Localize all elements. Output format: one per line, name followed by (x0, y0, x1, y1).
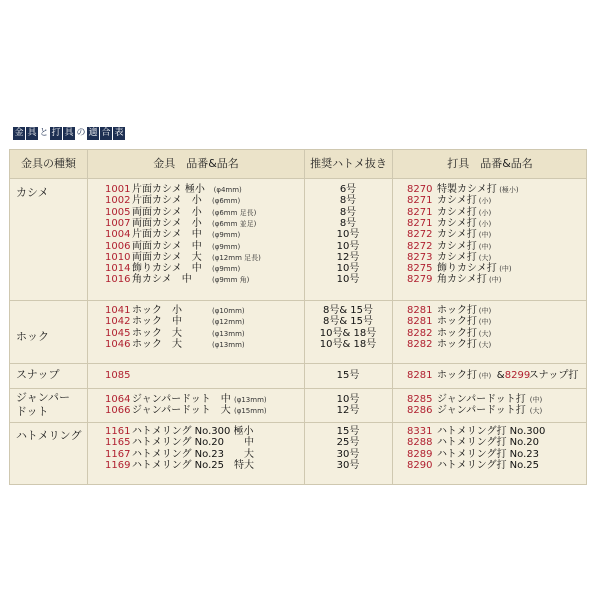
fitting-note: (φ13mm) (212, 340, 245, 349)
fitting-code: 1161 (105, 426, 131, 437)
punch-size: 6号 (339, 184, 357, 195)
tool-name: カシメ打 (437, 251, 477, 263)
fitting-name: ホック 中 (132, 316, 182, 328)
punch-size: 10号 (336, 263, 360, 275)
fitting-code: 1006 (105, 240, 131, 252)
fitting-name: 両面カシメ 小 (132, 217, 202, 229)
table-row (10, 252, 586, 263)
tool-code: 8281 (407, 370, 433, 381)
fitting-code: 1066 (105, 405, 131, 417)
fitting-name: 飾りカシメ 中 (132, 263, 202, 275)
table-row (10, 449, 586, 460)
group-label-line: スナップ (16, 368, 60, 381)
tool-code: 8286 (407, 405, 433, 417)
fitting-name: ホック 小 (132, 305, 182, 316)
tool-name: ホック打 (437, 338, 477, 350)
table-header (10, 150, 586, 178)
punch-size: 30号 (336, 459, 360, 471)
table-row (10, 405, 586, 416)
fitting-note: (φ6mm) (212, 197, 241, 206)
fitting-name: ジャンパードット 大 (132, 405, 231, 417)
tool-code: 8272 (407, 240, 433, 252)
fitting-code: 1007 (105, 217, 131, 229)
fitting-code: 1001 (105, 184, 131, 195)
tool-name: ハトメリング打 No.23 (437, 448, 540, 460)
fitting-note: (φ9mm) (212, 242, 241, 251)
tool-note: (大) (478, 329, 492, 338)
punch-size: 8号 (339, 206, 357, 218)
fitting-code: 1002 (105, 195, 131, 207)
table-row (10, 207, 586, 218)
tool-note: (中) (529, 396, 543, 404)
group-label-line: ジャンパー (16, 391, 71, 404)
header-fitting: 金具 品番&品名 (153, 157, 239, 170)
title-char: 適 (88, 128, 98, 138)
fitting-code: 1005 (105, 206, 131, 218)
tool-code: 8290 (407, 459, 433, 471)
tool-name: 飾りカシメ打 (437, 263, 497, 275)
group-label-line: ドット (16, 405, 49, 418)
fitting-name: ハトメリング No.25 特大 (132, 459, 255, 471)
tool-name: ホック打 (437, 305, 477, 316)
tool-note: (大) (478, 253, 492, 262)
table-row (10, 328, 586, 339)
tool-note: (小) (478, 208, 492, 217)
fitting-note: (φ4mm) (213, 186, 242, 194)
tool-name: ハトメリング打 No.300 (437, 426, 546, 437)
punch-size: 8号& 15号 (322, 316, 374, 328)
tool-name: カシメ打 (437, 217, 477, 229)
table-row (10, 426, 586, 437)
tool-name: ホック打 (437, 327, 477, 339)
punch-size: 10号 (336, 274, 360, 286)
fitting-code: 1085 (105, 370, 131, 381)
punch-size: 8号 (339, 195, 357, 207)
fitting-code: 1064 (105, 394, 131, 405)
punch-size: 10号& 18号 (319, 338, 377, 350)
title-char: 打 (51, 128, 61, 138)
tool-name: ホック打 (437, 370, 477, 381)
title-char: の (76, 128, 86, 138)
punch-size: 30号 (336, 448, 360, 460)
fitting-code: 1004 (105, 229, 131, 241)
header-type: 金具の種類 (21, 157, 76, 170)
fitting-code: 1010 (105, 251, 131, 263)
fitting-note: (φ9mm 角) (212, 276, 250, 285)
tool-note: (中) (478, 231, 492, 240)
tool-code: 8281 (407, 305, 433, 316)
tool-code: 8331 (407, 426, 433, 437)
tool-name: カシメ打 (437, 240, 477, 252)
fitting-note: (φ12mm) (212, 318, 245, 327)
title-char: 合 (101, 128, 111, 138)
table-row (10, 274, 586, 285)
table-row (10, 263, 586, 274)
punch-size: 25号 (336, 437, 360, 449)
table-title (13, 127, 125, 140)
tool-code: 8289 (407, 448, 433, 460)
table-row (10, 316, 586, 327)
punch-size: 8号 (339, 217, 357, 229)
fitting-name: ハトメリング No.23 大 (132, 448, 255, 460)
fitting-code: 1165 (105, 437, 131, 449)
fitting-code: 1169 (105, 459, 131, 471)
compatibility-table (9, 149, 587, 485)
fitting-note: (φ13mm) (212, 329, 245, 338)
fitting-note: (φ6mm 並足) (212, 219, 257, 228)
punch-size: 10号 (336, 229, 360, 241)
tool-note: (大) (478, 340, 492, 349)
fitting-code: 1042 (105, 316, 131, 328)
tool-code: 8282 (407, 338, 433, 350)
tool-code: 8271 (407, 217, 433, 229)
title-char: 表 (114, 128, 124, 138)
joiner-symbol: & (496, 370, 505, 381)
fitting-note: (φ13mm) (234, 396, 267, 404)
table-row (10, 460, 586, 471)
table-row (10, 394, 586, 405)
fitting-name: ジャンパードット 中 (132, 394, 231, 405)
fitting-note: (φ9mm) (212, 265, 241, 274)
fitting-name: ハトメリング No.300 極小 (132, 426, 254, 437)
group-label-line: ハトメリング (16, 429, 82, 442)
table-row (10, 370, 586, 381)
tool-name: ジャンパードット打 (437, 405, 526, 417)
tool-name: ハトメリング打 No.25 (437, 459, 540, 471)
punch-size: 12号 (336, 251, 360, 263)
fitting-code: 1041 (105, 305, 131, 316)
tool-note: (中) (499, 265, 512, 274)
tool-note: (中) (478, 372, 492, 380)
header-punch-size: 推奨ハトメ抜き (310, 157, 387, 170)
table-row (10, 339, 586, 350)
group-label-line: カシメ (16, 186, 49, 199)
tool-code-extra: 8299 (504, 370, 531, 381)
table-row (10, 241, 586, 252)
tool-name: ジャンパードット打 (437, 394, 526, 405)
title-char: 具 (64, 128, 74, 138)
punch-size: 12号 (336, 405, 360, 417)
tool-name: 角カシメ打 (437, 274, 487, 286)
tool-code: 8271 (407, 206, 433, 218)
title-char: 金 (14, 128, 24, 138)
tool-code: 8271 (407, 195, 433, 207)
divider (10, 388, 586, 389)
tool-note: (小) (478, 197, 492, 206)
tool-name-extra: スナップ打 (528, 370, 579, 381)
tool-code: 8288 (407, 437, 433, 449)
tool-note: (中) (489, 276, 502, 285)
divider (10, 422, 586, 423)
tool-note: (小) (478, 219, 492, 228)
tool-code: 8273 (407, 251, 433, 263)
fitting-code: 1014 (105, 263, 131, 275)
tool-name: ホック打 (437, 316, 477, 328)
fitting-code: 1016 (105, 274, 131, 286)
table-row (10, 184, 586, 195)
fitting-note: (φ6mm 足長) (212, 208, 257, 217)
fitting-name: 両面カシメ 小 (132, 206, 202, 218)
tool-code: 8282 (407, 327, 433, 339)
tool-code: 8270 (407, 184, 433, 195)
fitting-name: 片面カシメ 中 (132, 229, 202, 241)
tool-code: 8281 (407, 316, 433, 328)
fitting-note: (φ9mm) (212, 231, 241, 240)
fitting-name: 片面カシメ 小 (132, 195, 202, 207)
punch-size: 15号 (336, 426, 360, 437)
tool-note: (大) (529, 407, 543, 416)
tool-note: (中) (478, 242, 492, 251)
punch-size: 15号 (336, 370, 360, 381)
divider (10, 178, 586, 179)
punch-size: 8号& 15号 (322, 305, 374, 316)
table-row (10, 195, 586, 206)
tool-note: (中) (478, 307, 492, 315)
punch-size: 10号 (336, 240, 360, 252)
fitting-note: (φ15mm) (234, 407, 267, 416)
fitting-name: 両面カシメ 中 (132, 240, 202, 252)
fitting-note: (φ12mm 足長) (212, 253, 261, 262)
punch-size: 10号& 18号 (319, 327, 377, 339)
fitting-code: 1167 (105, 448, 131, 460)
tool-note: (中) (478, 318, 492, 327)
tool-name: 特製カシメ打 (437, 184, 497, 195)
table-row (10, 437, 586, 448)
title-char: と (39, 128, 49, 138)
header-tool: 打具 品番&品名 (447, 157, 533, 170)
fitting-name: ハトメリング No.20 中 (132, 437, 255, 449)
punch-size: 10号 (336, 394, 360, 405)
tool-name: カシメ打 (437, 229, 477, 241)
fitting-name: ホック 大 (132, 338, 182, 350)
title-char: 具 (27, 128, 37, 138)
group-label-line: ホック (16, 330, 49, 343)
tool-name: ハトメリング打 No.20 (437, 437, 540, 449)
table-row (10, 305, 586, 316)
tool-code: 8275 (407, 263, 433, 275)
tool-code: 8272 (407, 229, 433, 241)
table-row (10, 229, 586, 240)
fitting-note: (φ10mm) (212, 307, 245, 315)
fitting-code: 1045 (105, 327, 131, 339)
tool-name: カシメ打 (437, 195, 477, 207)
fitting-name: 角カシメ 中 (132, 274, 192, 286)
fitting-name: ホック 大 (132, 327, 182, 339)
fitting-code: 1046 (105, 338, 131, 350)
divider (10, 300, 586, 301)
tool-name: カシメ打 (437, 206, 477, 218)
fitting-name: 片面カシメ 極小 (132, 184, 205, 195)
tool-code: 8279 (407, 274, 433, 286)
tool-note: (極小) (499, 186, 519, 194)
fitting-name: 両面カシメ 大 (132, 251, 202, 263)
divider (10, 363, 586, 364)
table-row (10, 218, 586, 229)
tool-code: 8285 (407, 394, 433, 405)
